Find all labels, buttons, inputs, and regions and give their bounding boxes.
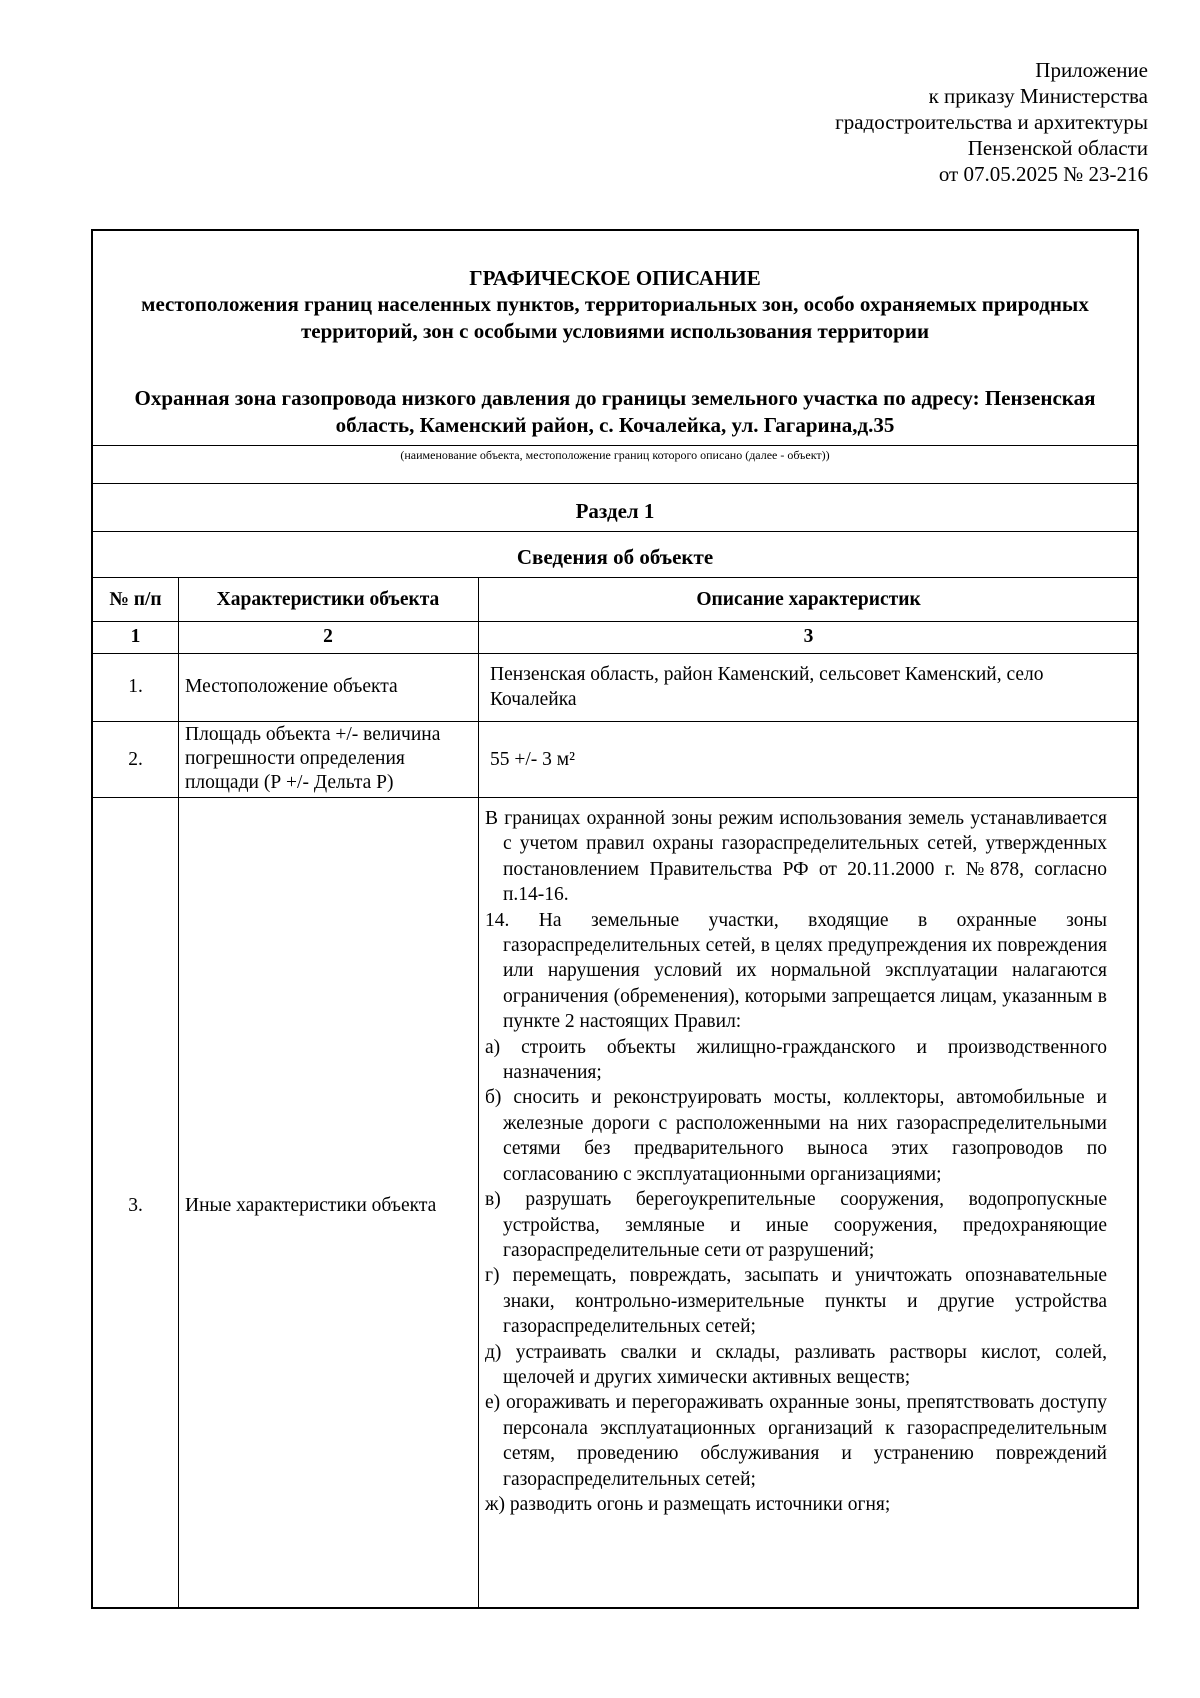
description-paragraph: г) перемещать, повреждать, засыпать и уничтожать опознавательные знаки, контрольно-измерительные пункты и другие устройства газораспределительных сетей; bbox=[485, 1265, 1107, 1338]
divider bbox=[93, 483, 1137, 484]
divider bbox=[93, 577, 1137, 578]
row-description: 55 +/- 3 м² bbox=[490, 749, 575, 770]
row-characteristic: Площадь объекта +/- величина погрешности определения площади (Р +/- Дельта Р) bbox=[185, 724, 441, 793]
row-number: 1. bbox=[128, 676, 143, 697]
column-header-characteristics: Характеристики объекта bbox=[216, 589, 440, 610]
description-paragraph: ж) разводить огонь и размещать источники огня; bbox=[485, 1493, 891, 1515]
object-caption: (наименование объекта, местоположение границ которого описано (далее - объект)) bbox=[400, 448, 830, 462]
row-characteristic: Местоположение объекта bbox=[185, 676, 398, 697]
row-characteristic: Иные характеристики объекта bbox=[185, 1195, 437, 1216]
description-paragraph: д) устраивать свалки и склады, разливать растворы кислот, солей, щелочей и других химически активных веществ; bbox=[485, 1341, 1107, 1388]
description-paragraph: 14. На земельные участки, входящие в охранные зоны газораспределительных сетей, в целях предупреждения их повреждения или нарушения условий их нормальной эксплуатации налагаются ограничения (обременения), которыми запрещается лицам, указанным в пункте 2 настоящих Правил: bbox=[485, 909, 1107, 1033]
appendix-line: Пензенской области bbox=[967, 136, 1148, 160]
appendix-line: от 07.05.2025 № 23-216 bbox=[938, 162, 1148, 186]
appendix-line: Приложение bbox=[1035, 58, 1148, 82]
row-divider bbox=[93, 653, 1137, 654]
column-separator bbox=[478, 577, 479, 1609]
column-header-description: Описание характеристик bbox=[696, 589, 921, 610]
document-frame bbox=[91, 229, 1139, 1609]
column-number: 1 bbox=[130, 626, 141, 647]
section-subtitle: Сведения об объекте bbox=[516, 545, 714, 569]
description-paragraph: в) разрушать берегоукрепительные сооружения, водопропускные устройства, земляные и иные сооружения, предохраняющие газораспределительные сети от разрушений; bbox=[485, 1189, 1107, 1261]
appendix-block bbox=[648, 57, 1148, 187]
divider bbox=[93, 445, 1137, 446]
row-divider bbox=[93, 721, 1137, 722]
row-divider bbox=[93, 621, 1137, 622]
row-description bbox=[485, 806, 1107, 1517]
row-number: 2. bbox=[128, 749, 143, 770]
description-paragraph: е) огораживать и перегораживать охранные зоны, препятствовать доступу персонала эксплуатационных организаций к газораспределительным сетям, проведению обслуживания и устранению повреждений газораспределительных сетей; bbox=[485, 1392, 1107, 1490]
divider bbox=[93, 531, 1137, 532]
appendix-line: к приказу Министерства bbox=[928, 84, 1148, 108]
description-paragraph: б) сносить и реконструировать мосты, коллекторы, автомобильные и железные дороги с расположенными на них газораспределительными сетями без предварительного выноса этих газопроводов по согласованию с эксплуатационными организациями; bbox=[485, 1087, 1107, 1185]
column-number: 3 bbox=[803, 626, 814, 647]
column-separator bbox=[178, 577, 179, 1609]
object-name: Охранная зона газопровода низкого давления до границы земельного участка по адресу: Пензенская область, Каменский район, с. Кочалейка, ул. Гагарина,д.35 bbox=[134, 386, 1096, 437]
column-number: 2 bbox=[323, 626, 333, 647]
row-number: 3. bbox=[128, 1195, 143, 1216]
document-title: ГРАФИЧЕСКОЕ ОПИСАНИЕ bbox=[469, 266, 761, 290]
row-description: Пензенская область, район Каменский, сельсовет Каменский, село Кочалейка bbox=[490, 664, 1044, 710]
section-title: Раздел 1 bbox=[575, 499, 655, 523]
column-header-number: № п/п bbox=[109, 589, 162, 610]
description-paragraph: а) строить объекты жилищно-гражданского и производственного назначения; bbox=[485, 1036, 1107, 1084]
description-paragraph: В границах охранной зоны режим использования земель устанавливается с учетом правил охраны газораспределительных сетей, утвержденных постановлением Правительства РФ от 20.11.2000 г. №878, согласно п.14-16. bbox=[485, 808, 1107, 906]
document-subtitle: местоположения границ населенных пунктов, территориальных зон, особо охраняемых природных территорий, зон с особыми условиями использования территории bbox=[141, 292, 1089, 343]
row-divider bbox=[93, 797, 1137, 798]
appendix-line: градостроительства и архитектуры bbox=[835, 110, 1148, 134]
